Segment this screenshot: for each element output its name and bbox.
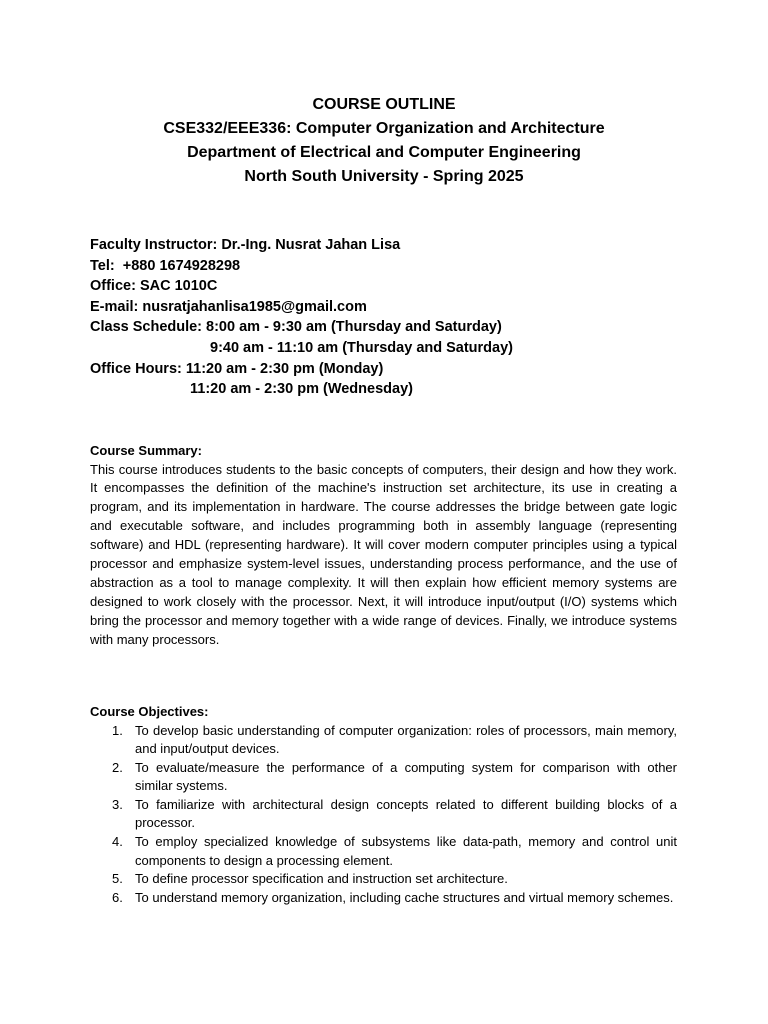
objective-number: 3. xyxy=(112,796,123,812)
instructor-name: Faculty Instructor: Dr.-Ing. Nusrat Jahan Lisa xyxy=(90,237,401,253)
objective-text: To define processor specification and instruction set architecture. xyxy=(135,871,508,887)
course-objectives-title: Course Objectives: xyxy=(90,704,209,719)
instructor-email: E-mail: nusratjahanlisa1985@gmail.com xyxy=(90,298,367,315)
objective-number: 2. xyxy=(112,759,123,775)
course-summary-title: Course Summary: xyxy=(90,443,202,458)
department-name: Department of Electrical and Computer Engineering xyxy=(187,144,581,161)
objective-item xyxy=(90,889,677,908)
document-title: COURSE OUTLINE xyxy=(312,96,456,113)
instructor-office: Office: SAC 1010C xyxy=(90,278,218,295)
instructor-tel: Tel: +880 1674928298 xyxy=(90,257,241,274)
objective-text: To develop basic understanding of computer organization: roles of processors, main memory, and input/output devices. xyxy=(135,722,677,757)
objective-number: 4. xyxy=(112,834,123,850)
objective-item xyxy=(90,722,677,759)
objectives-list xyxy=(90,722,677,908)
objective-number: 1. xyxy=(112,722,123,738)
office-hours-2: 11:20 am - 2:30 pm (Wednesday) xyxy=(190,381,413,398)
objective-item xyxy=(90,870,677,889)
document-header xyxy=(0,93,768,189)
class-schedule-1: Class Schedule: 8:00 am - 9:30 am (Thursday and Saturday) xyxy=(90,319,502,336)
class-schedule-2: 9:40 am - 11:10 am (Thursday and Saturday) xyxy=(210,339,513,356)
objective-item xyxy=(90,796,677,833)
course-summary-text: This course introduces students to the basic concepts of computers, their design and how they work. It encompasses the definition of the machine's instruction set architecture, its use in creating a program, and its implementation in hardware. The course addresses the bridge between gate logic and executable software, and includes programming both in assembly language (representing software) and HDL (representing hardware). It will cover modern computer principles using a typical processor and emphasize system-level issues, understanding process performance, and the use of abstraction as a tool to manage complexity. It will then explain how efficient memory systems are designed to work closely with the processor. Next, it will introduce input/output (I/O) systems which bring the processor and memory together with a wide range of devices. Finally, we introduce systems with many processors. xyxy=(90,461,677,647)
objective-text: To evaluate/measure the performance of a computing system for comparison with other similar systems. xyxy=(135,759,677,794)
objective-item xyxy=(90,833,677,870)
university-term: North South University - Spring 2025 xyxy=(244,168,524,185)
objective-text: To familiarize with architectural design concepts related to different building blocks of a processor. xyxy=(135,796,677,831)
objective-number: 6. xyxy=(112,889,123,905)
instructor-info xyxy=(90,235,513,400)
objective-item xyxy=(90,759,677,796)
objective-text: To understand memory organization, including cache structures and virtual memory schemes. xyxy=(135,889,674,905)
course-title: CSE332/EEE336: Computer Organization and Architecture xyxy=(163,120,605,137)
course-objectives-section xyxy=(90,703,677,907)
objective-text: To employ specialized knowledge of subsystems like data-path, memory and control unit components to design a processing element. xyxy=(135,834,677,868)
office-hours-1: Office Hours: 11:20 am - 2:30 pm (Monday) xyxy=(90,360,384,377)
objective-number: 5. xyxy=(112,871,123,887)
course-summary-section xyxy=(90,442,677,650)
